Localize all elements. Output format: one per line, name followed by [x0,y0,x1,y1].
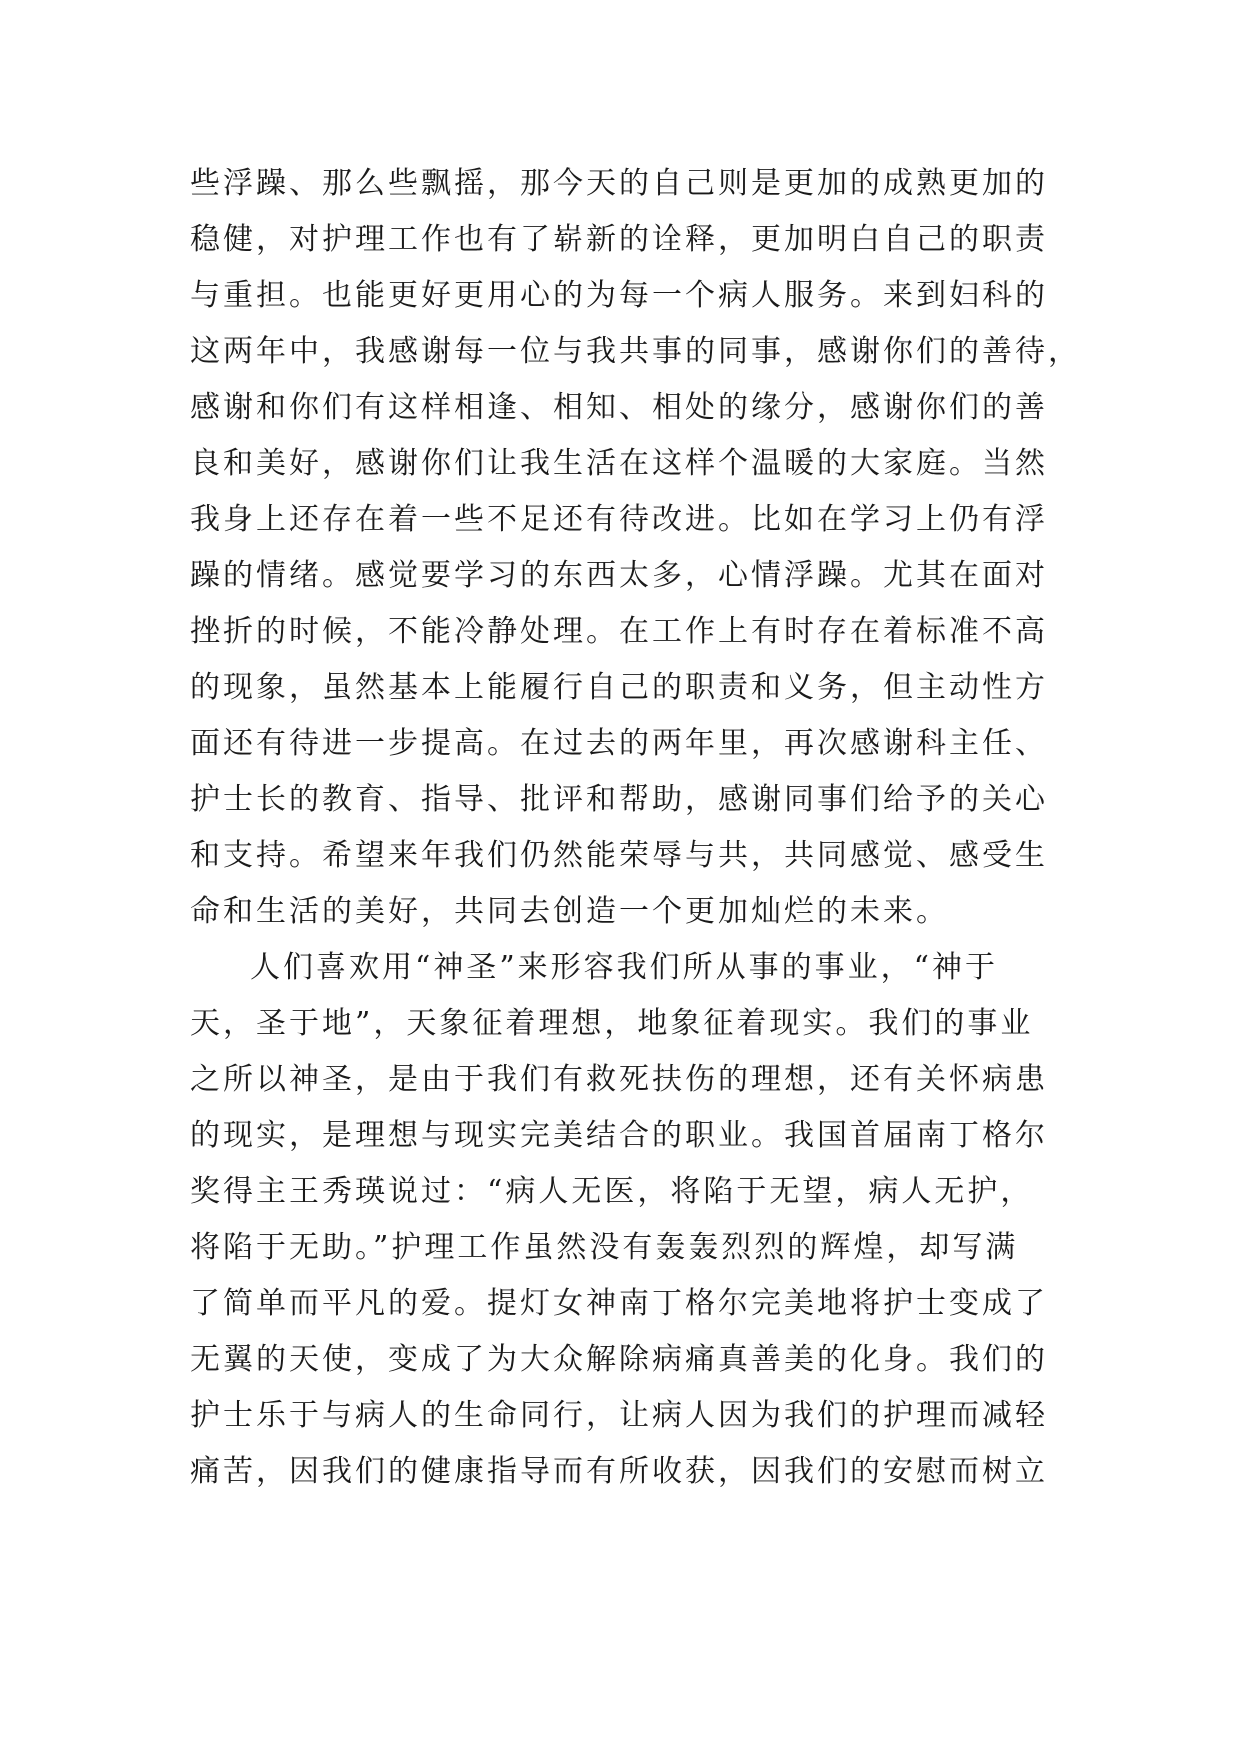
text-line: 护士乐于与病人的生命同行，让病人因为我们的护理而减轻 [190,1398,1048,1433]
text-line: 挫折的时候，不能冷静处理。在工作上有时存在着标准不高 [190,614,1048,649]
text-line: 的现象，虽然基本上能履行自己的职责和义务，但主动性方 [190,670,1048,705]
text-line: 了简单而平凡的爱。提灯女神南丁格尔完美地将护士变成了 [190,1286,1048,1321]
text-line: 将陷于无助。”护理工作虽然没有轰轰烈烈的辉煌，却写满 [190,1230,1019,1265]
text-line: 良和美好，感谢你们让我生活在这样个温暖的大家庭。当然 [190,446,1048,481]
text-line: 人们喜欢用“神圣”来形容我们所从事的事业，“神于 [250,950,999,985]
text-line: 感谢和你们有这样相逢、相知、相处的缘分，感谢你们的善 [190,390,1048,425]
text-line: 的现实，是理想与现实完美结合的职业。我国首届南丁格尔 [190,1118,1048,1153]
body-text [190,156,1090,1500]
text-line: 这两年中，我感谢每一位与我共事的同事，感谢你们的善待， [190,334,1081,369]
text-line: 稳健，对护理工作也有了崭新的诠释，更加明白自己的职责 [190,222,1048,257]
text-line: 面还有待进一步提高。在过去的两年里，再次感谢科主任、 [190,726,1048,761]
text-line: 些浮躁、那么些飘摇，那今天的自己则是更加的成熟更加的 [190,166,1048,201]
text-line: 天，圣于地”，天象征着理想，地象征着现实。我们的事业 [190,1006,1034,1041]
text-line: 与重担。也能更好更用心的为每一个病人服务。来到妇科的 [190,278,1048,313]
text-line: 护士长的教育、指导、批评和帮助，感谢同事们给予的关心 [190,782,1048,817]
text-line: 无翼的天使，变成了为大众解除病痛真善美的化身。我们的 [190,1342,1048,1377]
text-line: 痛苦，因我们的健康指导而有所收获，因我们的安慰而树立 [190,1454,1048,1489]
text-line: 和支持。希望来年我们仍然能荣辱与共，共同感觉、感受生 [190,838,1048,873]
text-line: 我身上还存在着一些不足还有待改进。比如在学习上仍有浮 [190,502,1048,537]
text-line: 躁的情绪。感觉要学习的东西太多，心情浮躁。尤其在面对 [190,558,1048,593]
text-line: 命和生活的美好，共同去创造一个更加灿烂的未来。 [190,894,949,929]
text-line: 之所以神圣，是由于我们有救死扶伤的理想，还有关怀病患 [190,1062,1048,1097]
text-line: 奖得主王秀瑛说过：“病人无医，将陷于无望，病人无护， [190,1174,1034,1209]
